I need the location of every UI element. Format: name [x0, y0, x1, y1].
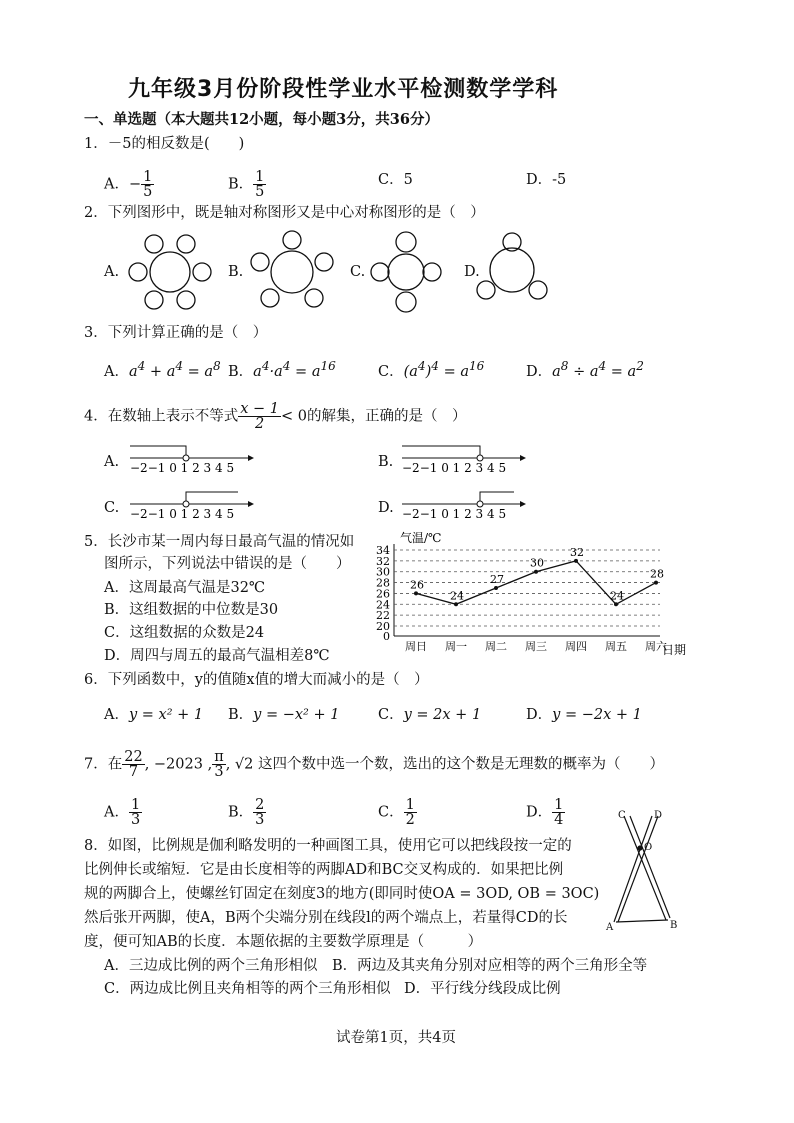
q5-option-d[interactable]: D．周四与周五的最高气温相差8℃: [104, 648, 330, 664]
q6-option-a[interactable]: A．y = x² + 1: [104, 707, 204, 723]
q4-option-c[interactable]: C.: [104, 500, 120, 516]
svg-text:D: D: [654, 810, 663, 821]
q2-option-b[interactable]: B.: [228, 264, 244, 280]
q8-option-d[interactable]: D．平行线分线段成比例: [404, 981, 561, 997]
q6-option-c[interactable]: C．y = 2x + 1: [378, 707, 482, 723]
data-label: 24: [610, 589, 624, 603]
q3-option-c[interactable]: C．$(a^4)^4 = a^{16}$: [378, 359, 485, 380]
q1-option-d[interactable]: D．-5: [526, 172, 567, 188]
x-tick-label: 周日: [405, 640, 427, 653]
q4-option-a[interactable]: A.: [104, 454, 120, 470]
q5-option-c[interactable]: C．这组数据的众数是24: [104, 625, 265, 641]
data-label: 24: [450, 589, 464, 603]
proportional-compass-figure: [600, 808, 682, 932]
leg-cb: [624, 816, 666, 920]
y-tick-label: 32: [376, 554, 390, 568]
q8-line2: 比例伸长或缩短．它是由长度相等的两脚AD和BC交叉构成的．如果把比例: [84, 862, 564, 878]
section-heading: 一、单选题（本大题共12小题，每小题3分，共36分）: [84, 111, 439, 128]
q3-option-d[interactable]: D．$a^8 \div a^4 = a^2$: [526, 359, 644, 380]
svg-text:A: A: [606, 922, 614, 932]
number-line-d: [398, 484, 528, 520]
number-line-c: [126, 484, 256, 520]
data-label: 27: [490, 573, 504, 586]
q8-line3: 规的两脚合上，使螺丝钉固定在刻度3的地方(即同时使OA = 3OD, OB = 3OC): [84, 886, 600, 902]
q6-option-b[interactable]: B．y = −x² + 1: [228, 707, 340, 723]
q8-line5: 度，便可知AB的长度．本题依据的主要数学原理是（ ）: [84, 934, 483, 950]
y-tick-label: 26: [376, 587, 390, 601]
leg-da: [614, 816, 652, 922]
figure-b-flower-5: [251, 231, 333, 307]
figure-d-flower-3: [477, 233, 547, 299]
q7-option-a[interactable]: A． $\frac{1}{3}$: [104, 797, 141, 828]
q1-option-c[interactable]: C．5: [378, 172, 413, 188]
y-tick-label: 30: [376, 565, 390, 579]
q7-stem: 7．在 $\frac{22}{7}$ , −2023 , $\frac{\pi}{3}$ , √2 这四个数中选一个数，选出的这个数是无理数的概率为（ ）: [84, 749, 665, 780]
page-footer: 试卷第1页，共4页: [336, 1030, 456, 1046]
q1-option-a[interactable]: A．− $\frac{1}{5}$: [104, 169, 153, 200]
figure-c-flower-4: [371, 232, 441, 312]
svg-text:−2−1 0 1 2 3 4 5: −2−1 0 1 2 3 4 5: [402, 507, 507, 520]
data-point: [454, 602, 458, 606]
q3-option-b[interactable]: B．$a^4\cdot a^4 = a^{16}$: [228, 359, 336, 380]
y-tick-label: 20: [376, 620, 390, 633]
chart-x-label: 日期: [662, 643, 687, 657]
data-label: 30: [530, 556, 544, 570]
data-point: [574, 559, 578, 563]
q8-line4: 然后张开两脚，使A，B两个尖端分别在线段l的两个端点上，若量得CD的长: [84, 910, 568, 926]
number-line-a: [126, 438, 256, 474]
segment-l: [616, 920, 668, 922]
q5-line1: 5．长沙市某一周内每日最高气温的情况如: [84, 534, 355, 550]
q4-option-d[interactable]: D.: [378, 500, 394, 516]
svg-text:−2−1 0 1 2 3 4 5: −2−1 0 1 2 3 4 5: [402, 461, 507, 474]
q6-stem: 6．下列函数中，y的值随x值的增大而减小的是（ ）: [84, 672, 429, 688]
q2-option-a[interactable]: A.: [104, 264, 120, 280]
x-tick-label: 周五: [605, 640, 627, 653]
data-point: [494, 586, 498, 590]
x-tick-label: 周三: [525, 640, 547, 653]
q2-option-d[interactable]: D.: [464, 264, 480, 280]
svg-text:−2−1 0 1 2 3 4 5: −2−1 0 1 2 3 4 5: [130, 507, 235, 520]
svg-text:B: B: [670, 920, 678, 931]
data-label: 32: [570, 545, 584, 559]
data-label: 26: [410, 578, 424, 592]
y-tick-label: 0: [383, 630, 390, 643]
q3-option-a[interactable]: A．$a^4 + a^4 = a^8$: [104, 359, 221, 380]
q7-option-b[interactable]: B． $\frac{2}{3}$: [228, 797, 265, 828]
q7-option-c[interactable]: C． $\frac{1}{2}$: [378, 797, 415, 828]
chart-y-label: 气温/℃: [400, 531, 442, 545]
page-title: 九年级3月份阶段性学业水平检测数学学科: [128, 77, 559, 102]
q2-option-c[interactable]: C.: [350, 264, 366, 280]
q7-option-d[interactable]: D． $\frac{1}{4}$: [526, 797, 564, 828]
x-tick-label: 周四: [565, 640, 587, 653]
q2-figures: [120, 226, 640, 316]
number-line-b: [398, 438, 528, 474]
q5-option-a[interactable]: A．这周最高气温是32℃: [104, 580, 266, 596]
x-tick-label: 周一: [445, 640, 467, 653]
temperature-line-chart: [362, 528, 692, 658]
data-point: [654, 581, 658, 585]
data-point: [614, 602, 618, 606]
data-label: 28: [650, 567, 664, 581]
y-tick-label: 28: [376, 576, 390, 590]
data-point: [414, 591, 418, 595]
q1-option-b[interactable]: B． $\frac{1}{5}$: [228, 169, 265, 200]
y-tick-label: 24: [376, 598, 390, 612]
q4-stem: 4．在数轴上表示不等式 $\frac{x - 1}{2}$ < 0的解集，正确的是（ ）: [84, 401, 467, 432]
q1-stem: 1．－5的相反数是( ): [84, 136, 245, 152]
x-tick-label: 周六: [645, 640, 667, 653]
q3-stem: 3．下列计算正确的是（ ）: [84, 325, 268, 341]
svg-text:C: C: [618, 810, 626, 821]
q8-option-b[interactable]: B．两边及其夹角分别对应相等的两个三角形全等: [332, 958, 648, 974]
q8-option-c[interactable]: C．两边成比例且夹角相等的两个三角形相似: [104, 981, 391, 997]
q6-option-d[interactable]: D．y = −2x + 1: [526, 707, 642, 723]
q5-line2: 图所示，下列说法中错误的是（ ）: [104, 556, 351, 572]
data-point: [534, 570, 538, 574]
figure-a-flower-6: [129, 235, 211, 309]
y-tick-label: 34: [376, 544, 390, 557]
q5-option-b[interactable]: B．这组数据的中位数是30: [104, 602, 279, 618]
q8-option-a[interactable]: A．三边成比例的两个三角形相似: [104, 958, 318, 974]
q4-option-b[interactable]: B.: [378, 454, 394, 470]
x-tick-label: 周二: [485, 640, 507, 653]
q2-stem: 2．下列图形中，既是轴对称图形又是中心对称图形的是（ ）: [84, 205, 485, 221]
svg-text:O: O: [644, 842, 653, 853]
q8-line1: 8．如图，比例规是伽利略发明的一种画图工具，使用它可以把线段按一定的: [84, 838, 572, 854]
svg-text:−2−1 0 1 2 3 4 5: −2−1 0 1 2 3 4 5: [130, 461, 235, 474]
y-tick-label: 22: [376, 609, 390, 623]
